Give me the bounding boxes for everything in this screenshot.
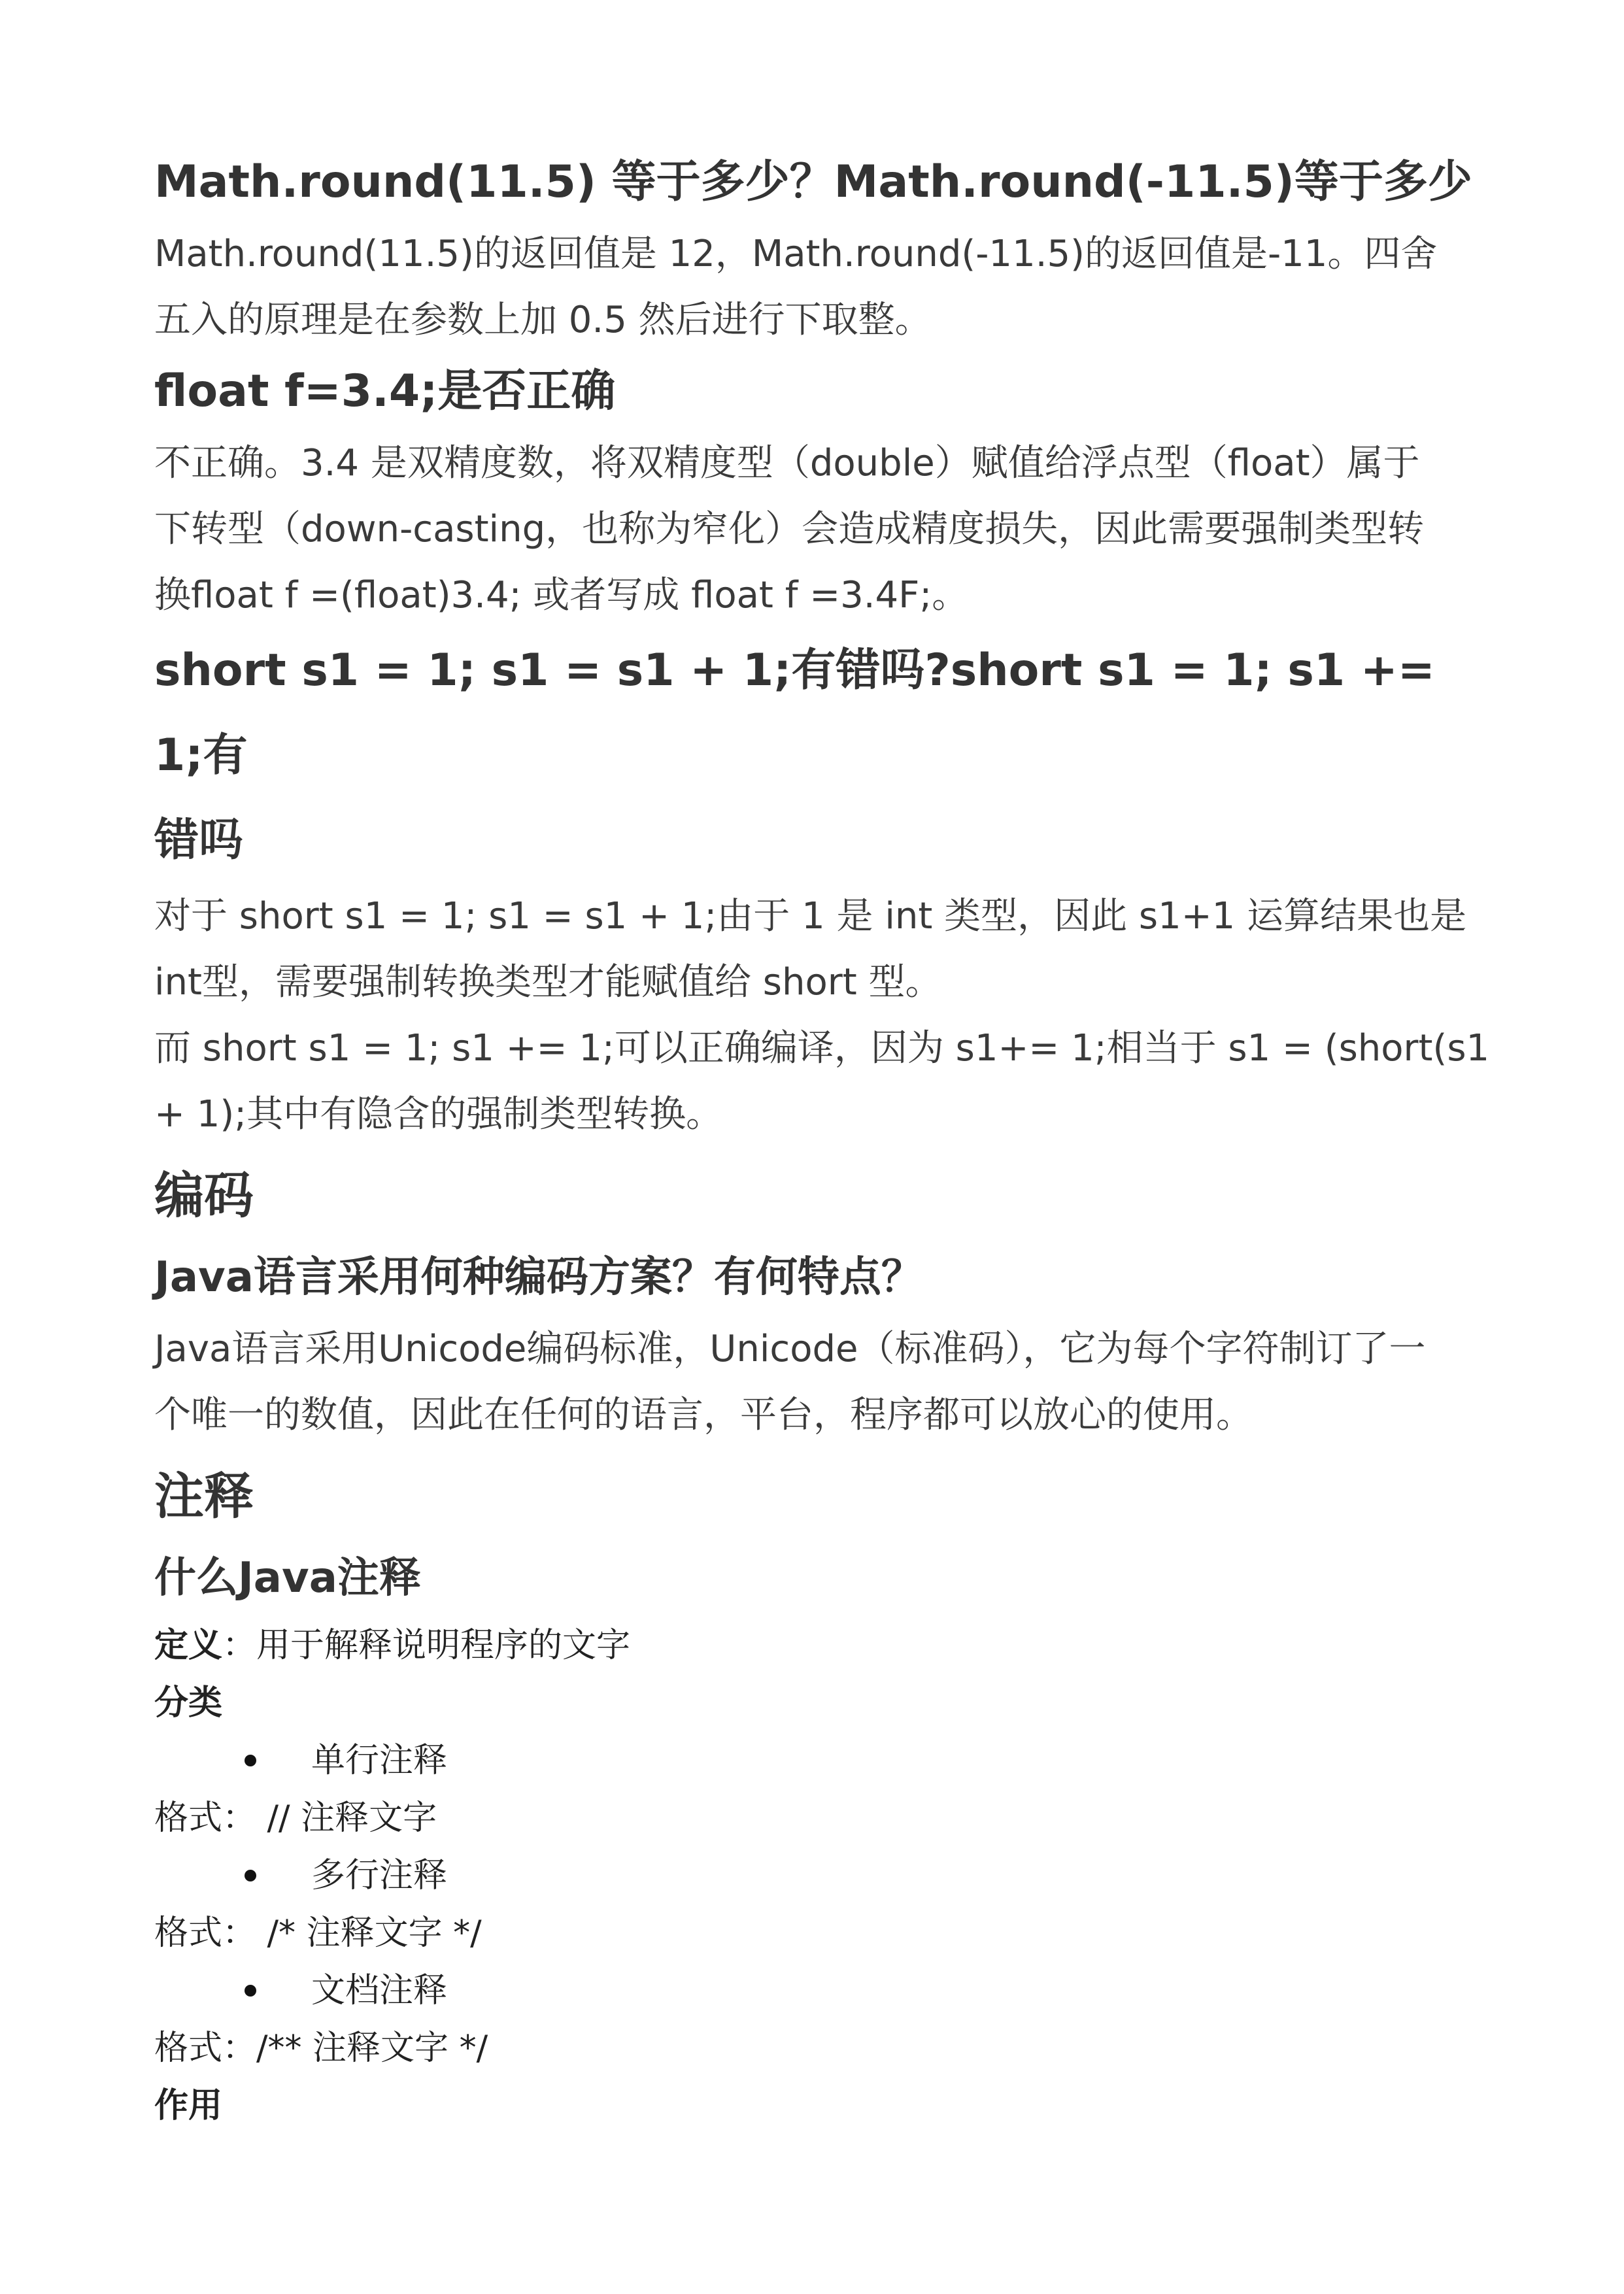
document-page [154, 144, 1495, 2134]
comment-format: 格式： /* 注释文字 */ [154, 1914, 482, 1953]
list-item [154, 1732, 1495, 1789]
definition-label: 定义 [154, 1626, 223, 1665]
question-title-short [154, 628, 1495, 883]
usage-label: 作用 [154, 2086, 223, 2125]
answer-line: 下转型（down-casting，也称为窄化）会造成精度损失，因此需要强制类型转 [154, 508, 1425, 550]
question-title-short-line1: short s1 = 1; s1 = s1 + 1;有错吗?short s1 = 1; s1 += 1;有 [154, 645, 1435, 781]
section-heading-comments: 注释 [154, 1467, 254, 1525]
answer-line: 而 short s1 = 1; s1 += 1;可以正确编译，因为 s1+= 1;相当于 s1 = (short(s1 [154, 1027, 1490, 1070]
list-item [154, 1847, 1495, 1904]
answer-line: 五入的原理是在参数上加 0.5 然后进行下取整。 [154, 299, 932, 341]
category-label: 分类 [154, 1683, 223, 1723]
question-title-short-line2: 错吗 [154, 815, 244, 866]
answer-line: Java语言采用Unicode编码标准，Unicode（标准码），它为每个字符制订了一 [154, 1328, 1426, 1370]
category-line [154, 1674, 1495, 1732]
comment-format: 格式：/** 注释文字 */ [154, 2029, 488, 2068]
question-title-java-encoding: Java语言采用何种编码方案？有何特点？ [154, 1253, 923, 1302]
comment-format: 格式： // 注释文字 [154, 1798, 437, 1838]
comment-type-name: 多行注释 [311, 1856, 448, 1895]
answer-line: 不正确。3.4 是双精度数，将双精度型（double）赋值给浮点型（float）属于 [154, 442, 1420, 484]
answer-line: Math.round(11.5)的返回值是 12，Math.round(-11.5)的返回值是-11。四舍 [154, 233, 1438, 275]
comment-type-name: 单行注释 [311, 1741, 448, 1780]
question-title-float: float f=3.4;是否正确 [154, 365, 616, 417]
answer-line: int型，需要强制转换类型才能赋值给 short 型。 [154, 961, 942, 1004]
bullet-icon [245, 1985, 256, 1997]
answer-line: + 1);其中有隐含的强制类型转换。 [154, 1093, 723, 1136]
definition-line [154, 1617, 1495, 1674]
question-title-math-round: Math.round(11.5) 等于多少？Math.round(-11.5)等于多少 [154, 156, 1472, 208]
comment-type-name: 文档注释 [311, 1971, 448, 2010]
answer-line: 换float f =(float)3.4; 或者写成 float f =3.4F;。 [154, 574, 969, 616]
bullet-icon [245, 1870, 256, 1881]
list-item [154, 1962, 1495, 2019]
answer-line: 对于 short s1 = 1; s1 = s1 + 1;由于 1 是 int 类型，因此 s1+1 运算结果也是 [154, 895, 1467, 937]
definition-text: ：用于解释说明程序的文字 [222, 1626, 631, 1665]
question-title-java-comments: 什么Java注释 [154, 1554, 421, 1602]
section-heading-encoding: 编码 [154, 1166, 254, 1224]
usage-line [154, 2077, 1495, 2134]
answer-line: 个唯一的数值，因此在任何的语言，平台，程序都可以放心的使用。 [154, 1394, 1253, 1436]
bullet-icon [245, 1755, 256, 1766]
